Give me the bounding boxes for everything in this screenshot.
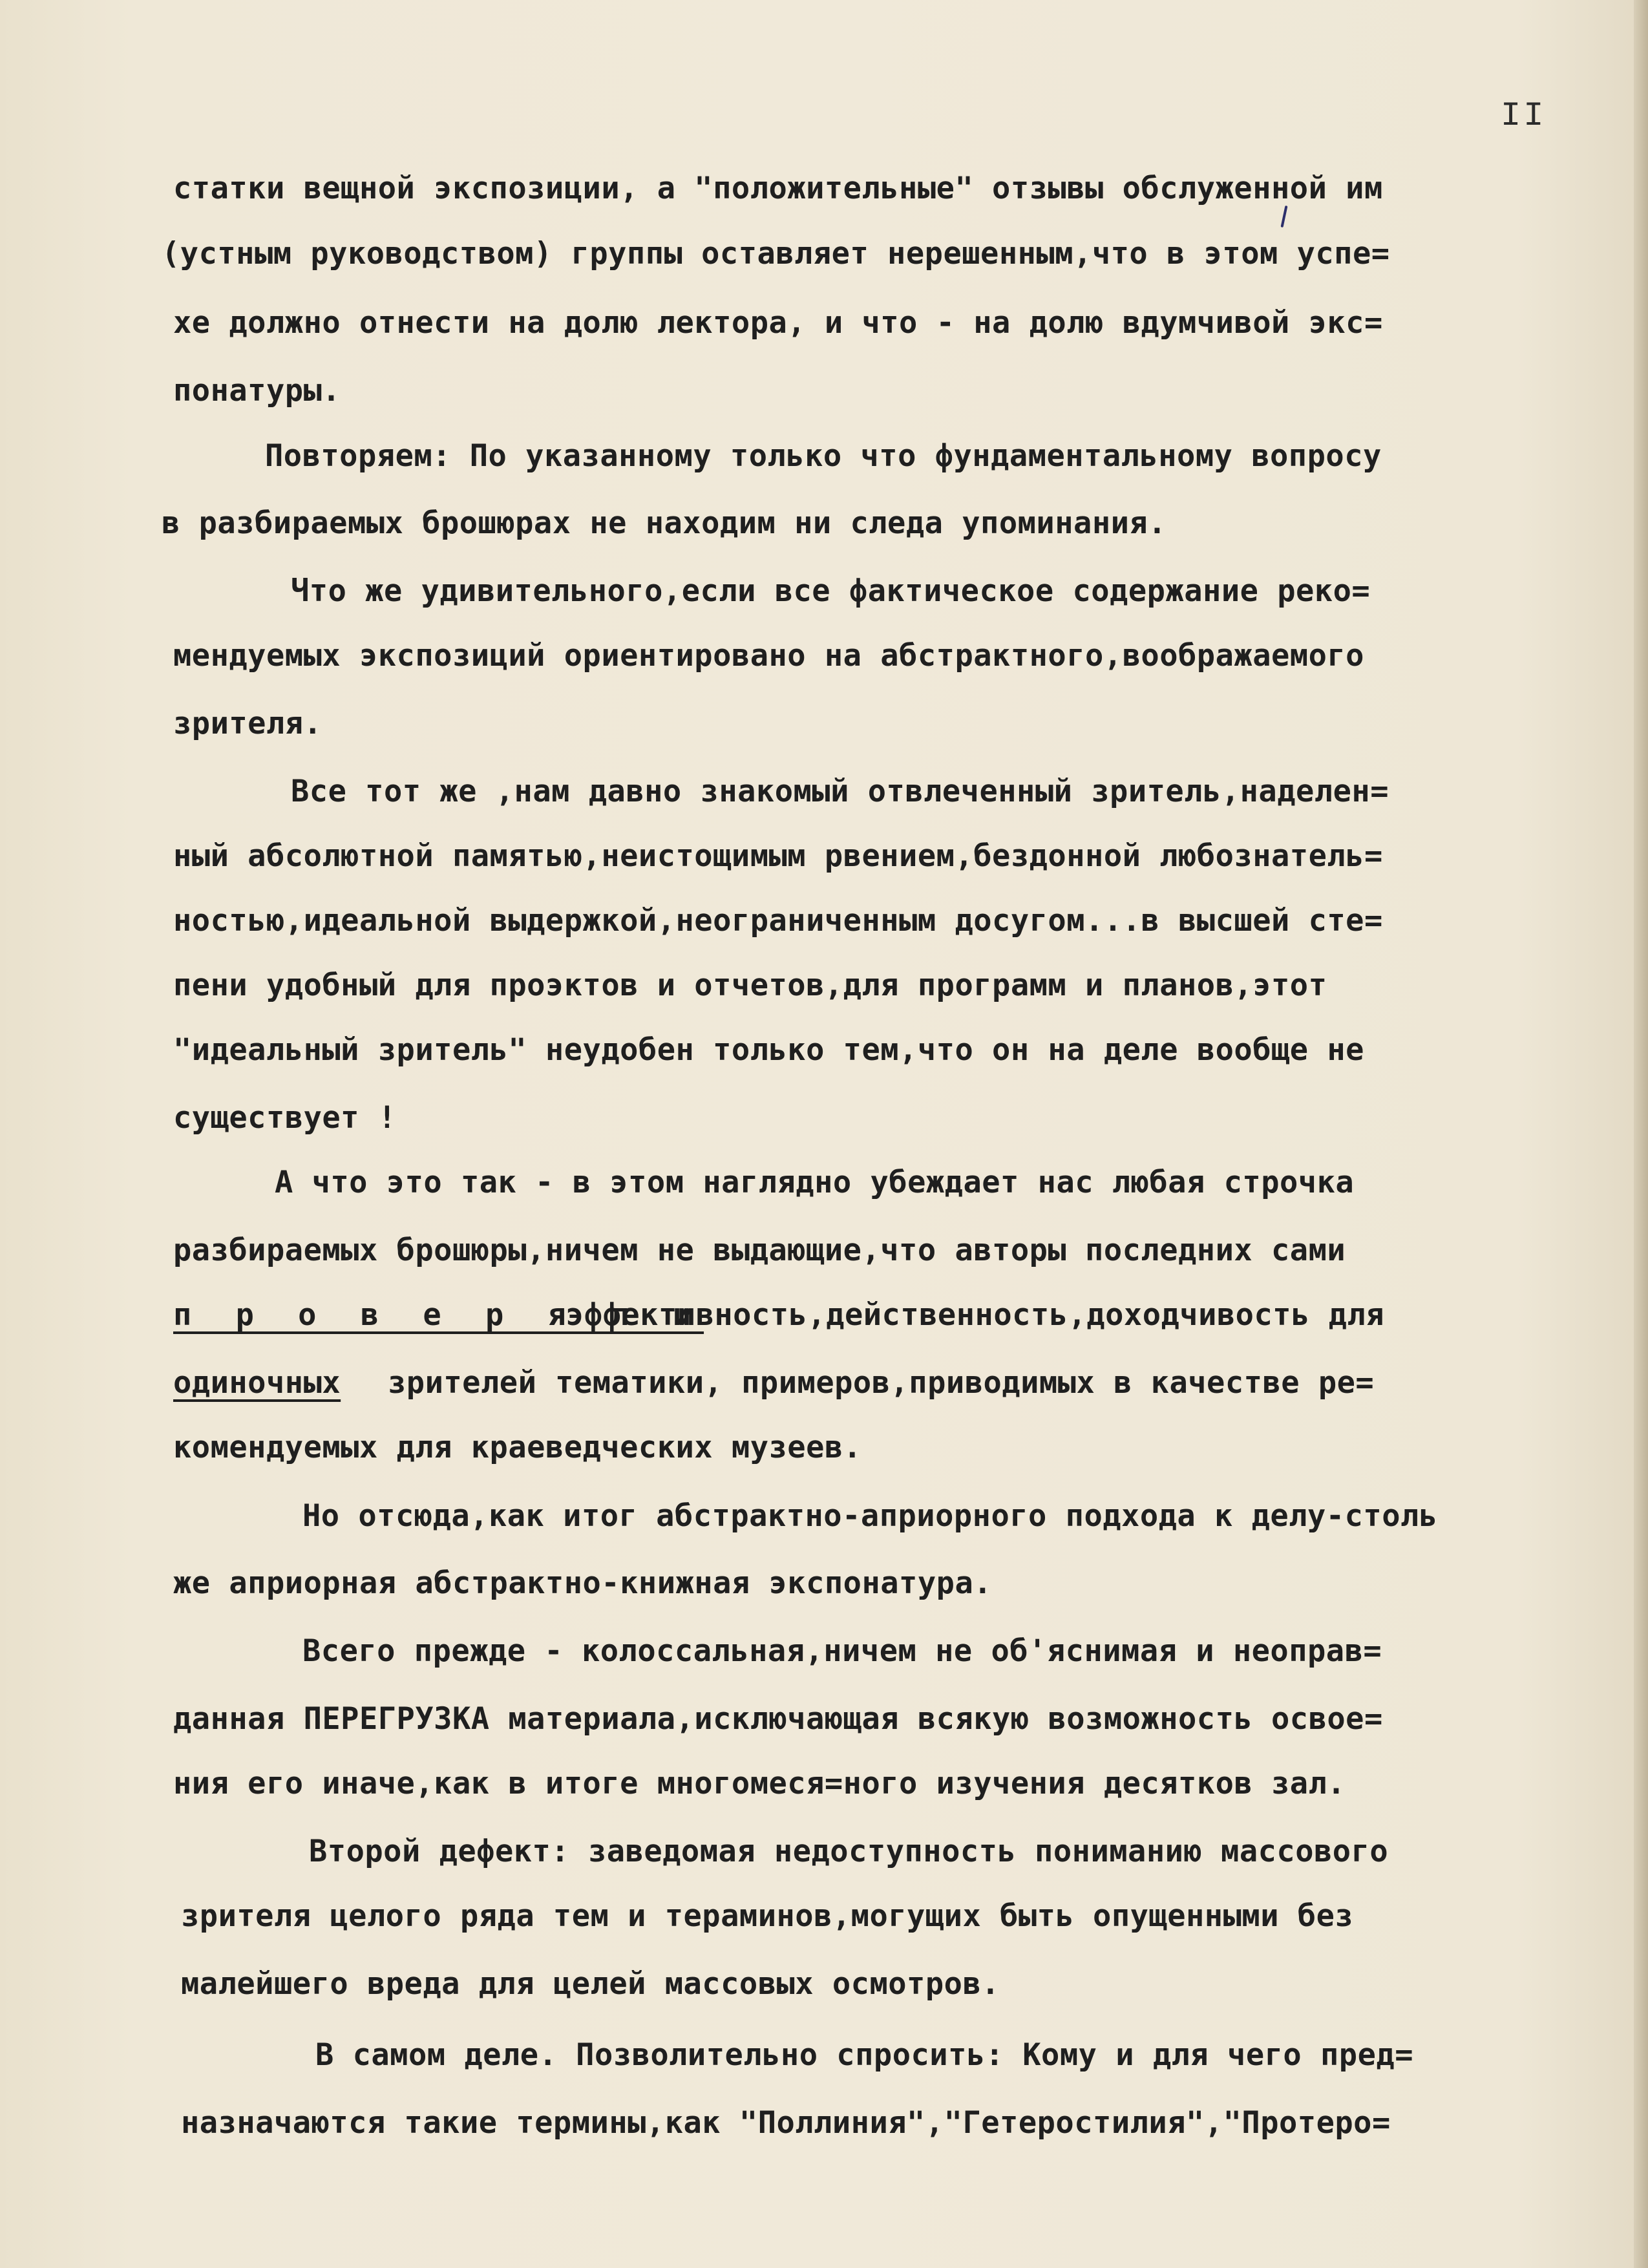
text-line-8: мендуемых экспозиций ориентировано на абстрактного,воображаемого — [173, 638, 1364, 673]
text-line-6: в разбираемых брошюрах не находим ни следа упоминания. — [162, 505, 1167, 541]
text-line-16: А что это так - в этом наглядно убеждает нас любая строчка — [275, 1165, 1355, 1200]
text-line-21: Но отсюда,как итог абстрактно-априорного подхода к делу-столь — [302, 1498, 1438, 1534]
text-line-2: (устным руководством) группы оставляет нерешенным,что в этом успе= — [162, 236, 1390, 271]
text-line-12: ностью,идеальной выдержкой,неограниченным досугом...в высшей сте= — [173, 903, 1383, 938]
text-line-28: малейшего вреда для целей массовых осмотров. — [181, 1966, 1000, 2002]
text-line-22: же априорная абстрактно-книжная экспонатура. — [173, 1565, 993, 1601]
text-line-13: пени удобный для проэктов и отчетов,для программ и планов,этот — [173, 968, 1327, 1003]
text-line-17: разбираемых брошюры,ничем не выдающие,что авторы последних сами — [173, 1233, 1346, 1268]
page-number: II — [1501, 97, 1547, 135]
text-line-20: комендуемых для краеведческих музеев. — [173, 1430, 862, 1465]
page-edge-shadow — [1634, 0, 1648, 2268]
text-line-11: ный абсолютной памятью,неистощимым рвением,бездонной любознатель= — [173, 838, 1383, 874]
text-line-7: Что же удивительного,если все фактическое содержание реко= — [291, 573, 1371, 609]
text-line-24: данная ПЕРЕГРУЗКА материала,исключающая всякую возможность освое= — [173, 1701, 1383, 1737]
text-line-26: Второй дефект: заведомая недоступность пониманию массового — [309, 1834, 1389, 1869]
text-line-4: понатуры. — [173, 373, 341, 408]
text-line-30: назначаются такие термины,как "Поллиния","Гетеростилия","Протеро= — [181, 2105, 1391, 2141]
text-line-9: зрителя. — [173, 706, 322, 741]
text-line-3: хе должно отнести на долю лектора, и что - на долю вдумчивой экс= — [173, 305, 1383, 341]
text-line-1: статки вещной экспозиции, а "положительные" отзывы обслуженной им — [173, 171, 1383, 206]
handwritten-mark — [1281, 206, 1288, 228]
text-line-23: Всего прежде - колоссальная,ничем не об'яснимая и неоправ= — [302, 1633, 1382, 1669]
text-line-18: эффективность,действенность,доходчивость для — [565, 1297, 1385, 1333]
text-line-29: В самом деле. Позволительно спросить: Кому и для чего пред= — [315, 2037, 1413, 2073]
text-line-14: "идеальный зритель" неудобен только тем,что он на деле вообще не — [173, 1032, 1364, 1068]
emphasized-word-single: одиночных — [173, 1365, 341, 1401]
text-line-5: Повторяем: По указанному только что фундаментальному вопросу — [265, 438, 1382, 474]
emphasized-word-checked: п р о в е р я л и — [173, 1297, 704, 1333]
text-line-25: ния его иначе,как в итоге многомеся=ного изучения десятков зал. — [173, 1766, 1346, 1801]
text-line-19: зрителей тематики, примеров,приводимых в качестве ре= — [388, 1365, 1375, 1401]
text-line-10: Все тот же ,нам давно знакомый отвлеченный зритель,наделен= — [291, 774, 1389, 809]
text-line-27: зрителя целого ряда тем и тераминов,могущих быть опущенными без — [181, 1898, 1354, 1934]
text-line-15: существует ! — [173, 1100, 397, 1136]
